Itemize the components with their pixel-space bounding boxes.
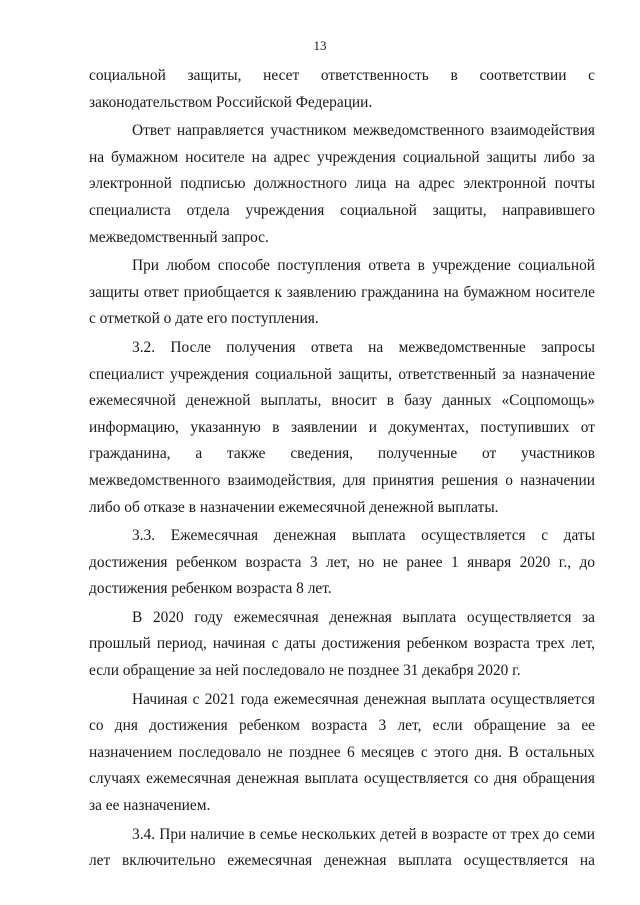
paragraph: При любом способе поступления ответа в учреждение социальной защиты ответ приобщается к заявлению гражданина на бумажном носителе с отметкой о дате его поступления. [89,257,595,328]
paragraph: Ответ направляется участником межведомственного взаимодействия на бумажном носителе на адрес учреждения социальной защиты либо за электронной подписью должностного лица на адрес электронной почты специалиста отдела учреждения социальной защиты, направившего межведомственный запрос. [89,122,595,246]
page-number: 13 [313,38,327,53]
paragraph-3-2: 3.2. После получения ответа на межведомственные запросы специалист учреждения социальной защиты, ответственный за назначение ежемесячной денежной выплаты, вносит в базу данных «Соцпомощь» информацию, указанную в заявлении и документах, поступивших от гражданина, а также сведения, полученные от участников межведомственного взаимодействия, для принятия решения о назначении либо об отказе в назначении ежемесячной денежной выплаты. [89,338,595,516]
paragraph: Начиная с 2021 года ежемесячная денежная выплата осуществляется со дня достижения ребенком возраста 3 лет, если обращение за ее назначением последовало не позднее 6 месяцев с этого дня. В остальных случаях ежемесячная денежная выплата осуществляется со дня обращения за ее назначением. [89,690,595,815]
paragraph: В 2020 году ежемесячная денежная выплата осуществляется за прошлый период, начиная с даты достижения ребенком возраста трех лет, если обращение за ней последовало не позднее 31 декабря 2020 г. [89,608,595,680]
paragraph-3-4: 3.4. При наличие в семье нескольких детей в возрасте от трех до семи лет включительно ежемесячная денежная выплата осуществляется на [89,825,595,870]
paragraph-3-3: 3.3. Ежемесячная денежная выплата осуществляется с даты достижения ребенком возраста 3 лет, но не ранее 1 января 2020 г., до достижения ребенком возраста 8 лет. [89,527,595,598]
paragraph: социальной защиты, несет ответственность в соответствии с законодательством Российской Федерации. [89,67,595,111]
document-body [89,63,595,877]
